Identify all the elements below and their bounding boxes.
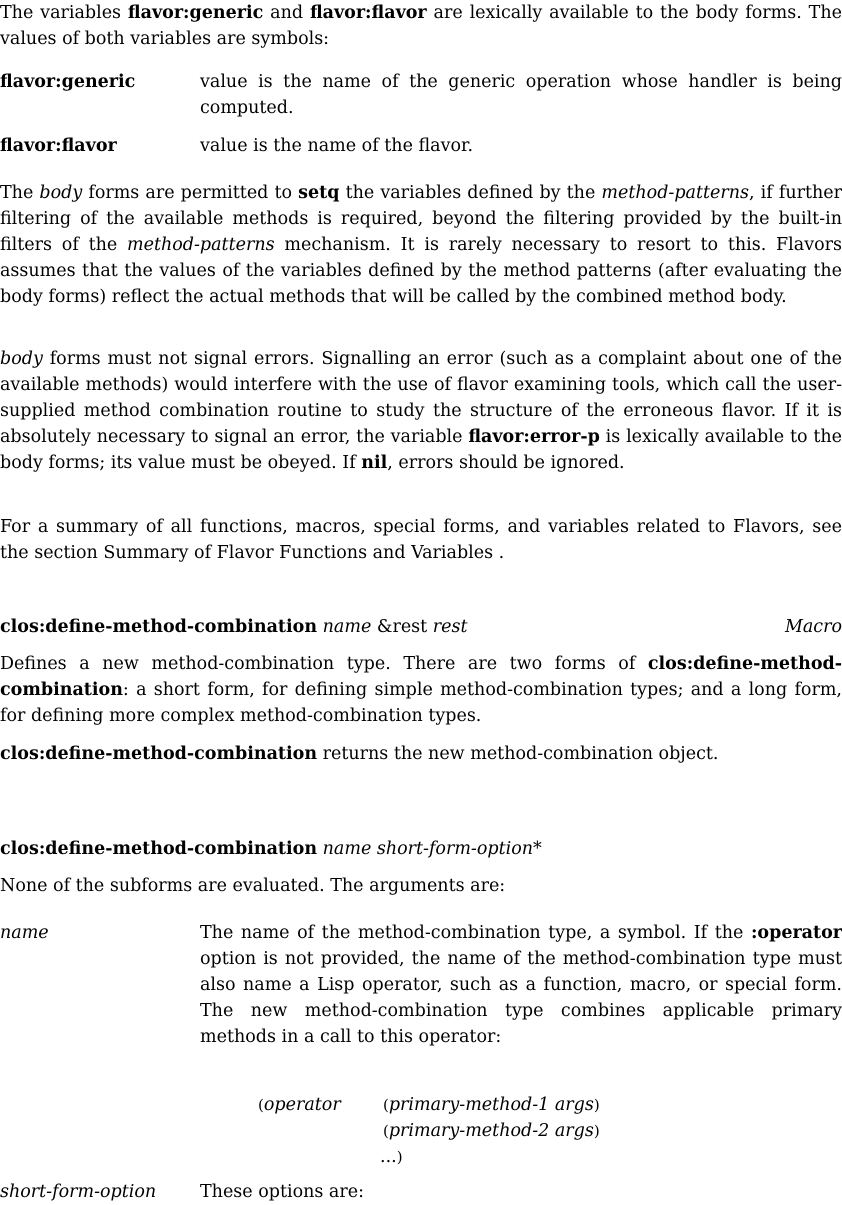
var-desc-flavor	[200, 133, 842, 159]
intro-paragraph	[0, 0, 842, 52]
nil-term: nil	[361, 453, 388, 473]
arg-name-text-1: The name of the method-combination type, a symbol. If the	[200, 923, 751, 943]
method-patterns-term-2: method-patterns	[127, 235, 275, 255]
errors-text-3: , errors should be ignored.	[387, 453, 625, 473]
macro-returns-name: clos:define-method-combination	[0, 744, 318, 764]
macro-returns	[0, 741, 842, 767]
body-text-3: the variables defined by the	[339, 183, 602, 203]
intro-text-1: The variables	[0, 3, 128, 23]
var-desc-generic-text: value is the name of the generic operation whose handler is being computed.	[200, 72, 842, 118]
code-line-2-close: )	[593, 1122, 600, 1140]
macro-desc-text-1: Defines a new method-combination type. There are two forms of	[0, 654, 648, 674]
errors-body-term: body	[0, 349, 43, 369]
short-form-intro-text: None of the subforms are evaluated. The arguments are:	[0, 876, 506, 896]
code-line-2	[383, 1118, 600, 1144]
errors-text-2: is lexically available to the body forms; its value must be obeyed. If	[0, 427, 842, 473]
macro-header	[0, 614, 842, 640]
setq-term: setq	[298, 183, 340, 203]
var-flavor-generic: flavor:generic	[127, 3, 264, 23]
var-term-flavor: flavor:flavor	[0, 136, 117, 156]
body-text-5: mechanism. It is rarely necessary to resort to this. Flavors assumes that the values of the variables defined by the method patterns (after evaluating the body forms) reflect the actual methods that will be called by the combined method body.	[0, 235, 842, 307]
macro-name: clos:define-method-combination	[0, 617, 318, 637]
code-line-2-open: (	[383, 1122, 389, 1140]
code-operator	[258, 1092, 341, 1118]
code-line-1-open: (	[383, 1096, 389, 1114]
var-term-generic: flavor:generic	[0, 72, 136, 92]
macro-kind-label: Macro	[784, 617, 842, 637]
macro-desc-text-2: : a short form, for defining simple method-combination types; and a long form, for defining more complex method-combination types.	[0, 680, 842, 726]
code-line-1-close: )	[593, 1096, 600, 1114]
method-patterns-term-1: method-patterns	[601, 183, 750, 203]
errors-text-1: forms must not signal errors. Signalling an error (such as a complaint about one of the available methods) would interfere with the use of flavor examining tools, which call the user-supplied method combination routine to study the structure of the erroneous flavor. If it is absolutely necessary to signal an error, the variable	[0, 349, 842, 447]
arg-desc-short-form-option: These options are:	[200, 1182, 364, 1202]
arg-term-name: name	[0, 923, 49, 943]
body-paragraph	[0, 180, 842, 310]
macro-description	[0, 651, 842, 729]
code-line-2-text: primary-method-2 args	[388, 1121, 594, 1141]
summary-paragraph	[0, 514, 842, 566]
body-text-1: The	[0, 183, 40, 203]
var-flavor-flavor: flavor:flavor	[309, 3, 427, 23]
intro-text-2: and	[263, 3, 310, 23]
var-desc-flavor-text: value is the name of the flavor.	[200, 136, 474, 156]
code-open-paren: (	[258, 1096, 264, 1114]
macro-arg-rest: rest	[432, 617, 468, 637]
error-p-term: flavor:error-p	[468, 427, 600, 447]
macro-rest-keyword: &rest	[376, 617, 428, 637]
body-text-2: forms are permitted to	[82, 183, 299, 203]
macro-returns-text: returns the new method-combination object.	[317, 744, 719, 764]
code-operator-name: operator	[263, 1095, 341, 1115]
short-form-intro	[0, 873, 842, 899]
var-desc-generic	[200, 69, 842, 121]
macro-desc-name: clos:define-method-combination	[0, 654, 842, 700]
code-ellipsis-text: ...	[380, 1147, 397, 1167]
body-text-4: , if further filtering of the available methods is required, beyond the filtering provided by the built-in filters of the	[0, 183, 842, 255]
short-form-header	[0, 836, 842, 862]
arg-desc-name	[200, 920, 842, 1050]
body-term: body	[39, 183, 83, 203]
arg-term-short-form-option: short-form-option	[0, 1182, 157, 1202]
intro-text-3: are lexically available to the body forms. The values of both variables are symbols:	[0, 3, 842, 49]
short-form-args: name short-form-option*	[322, 839, 542, 859]
code-line-1-text: primary-method-1 args	[388, 1095, 594, 1115]
errors-paragraph	[0, 346, 842, 476]
code-line-1	[383, 1092, 600, 1118]
arg-name-text-2: option is not provided, the name of the method-combination type must also name a Lisp operator, such as a function, macro, or special form. The new method-combination type combines applicable primary methods in a call to this operator:	[200, 949, 842, 1047]
operator-option: :operator	[750, 923, 842, 943]
summary-text: For a summary of all functions, macros, special forms, and variables related to Flavors, see the section Summary of Flavor Functions and Variables .	[0, 517, 842, 563]
short-form-name: clos:define-method-combination	[0, 839, 318, 859]
code-ellipsis	[380, 1144, 403, 1170]
code-close-paren: )	[396, 1148, 403, 1166]
macro-arg-name: name	[322, 617, 372, 637]
